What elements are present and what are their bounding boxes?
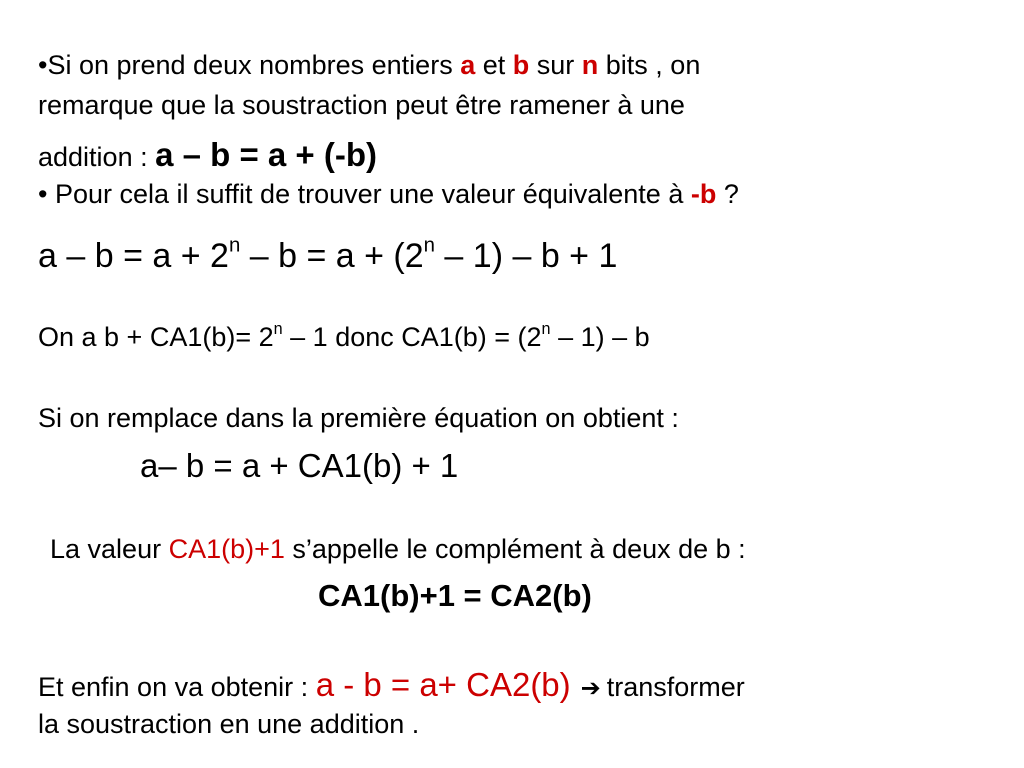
formula-subtraction: a – b = a + (-b) bbox=[155, 136, 377, 173]
variable-a: a bbox=[460, 50, 476, 80]
exponent: n bbox=[541, 319, 551, 338]
equation-part: – 1 donc CA1(b) = (2 bbox=[282, 322, 542, 352]
equation-part: – 1) – b + 1 bbox=[434, 237, 618, 275]
bullet: • bbox=[38, 50, 48, 80]
text: addition : bbox=[38, 142, 156, 172]
formula-final: a - b = a+ CA2(b) bbox=[315, 666, 571, 703]
paragraph-5-line-1 bbox=[38, 668, 745, 701]
highlight-ca1-plus-1: CA1(b)+1 bbox=[168, 534, 285, 564]
formula-ca2: CA1(b)+1 = CA2(b) bbox=[318, 578, 592, 613]
text: et bbox=[475, 50, 513, 80]
text: s’appelle le complément à deux de b : bbox=[284, 534, 746, 564]
exponent: n bbox=[273, 319, 283, 338]
paragraph-3-line-1: Si on remplace dans la première équation on obtient : bbox=[38, 403, 679, 433]
equation-ca1 bbox=[38, 319, 650, 352]
equation-part: – b = a + (2 bbox=[240, 237, 424, 275]
paragraph-1-line-3 bbox=[38, 138, 377, 171]
equation-part: – 1) – b bbox=[550, 322, 650, 352]
text: transformer bbox=[606, 672, 745, 702]
paragraph-1-line-2: remarque que la soustraction peut être ramener à une bbox=[38, 90, 685, 120]
paragraph-2 bbox=[38, 181, 739, 208]
variable-minus-b: -b bbox=[690, 179, 717, 209]
text: bits , on bbox=[598, 50, 701, 80]
text: ? bbox=[716, 179, 739, 209]
arrow-right-icon: ➔ bbox=[580, 675, 601, 702]
paragraph-4 bbox=[50, 536, 746, 563]
formula-ca1-result: a– b = a + CA1(b) + 1 bbox=[140, 447, 459, 484]
text: Et enfin on va obtenir : bbox=[38, 672, 316, 702]
equation-main bbox=[38, 234, 618, 275]
text: sur bbox=[529, 50, 582, 80]
paragraph-1-line-1 bbox=[38, 52, 700, 79]
variable-b: b bbox=[512, 50, 530, 80]
equation-part: On a b + CA1(b)= 2 bbox=[38, 322, 274, 352]
text: La valeur bbox=[50, 534, 169, 564]
text: Si on prend deux nombres entiers bbox=[47, 50, 461, 80]
paragraph-5-line-2: la soustraction en une addition . bbox=[38, 709, 420, 739]
text: Pour cela il suffit de trouver une valeur équivalente à bbox=[47, 179, 691, 209]
exponent: n bbox=[423, 234, 435, 257]
exponent: n bbox=[228, 234, 241, 257]
bullet: • bbox=[38, 179, 48, 209]
variable-n: n bbox=[581, 50, 599, 80]
equation-part: a – b = a + 2 bbox=[38, 237, 229, 275]
